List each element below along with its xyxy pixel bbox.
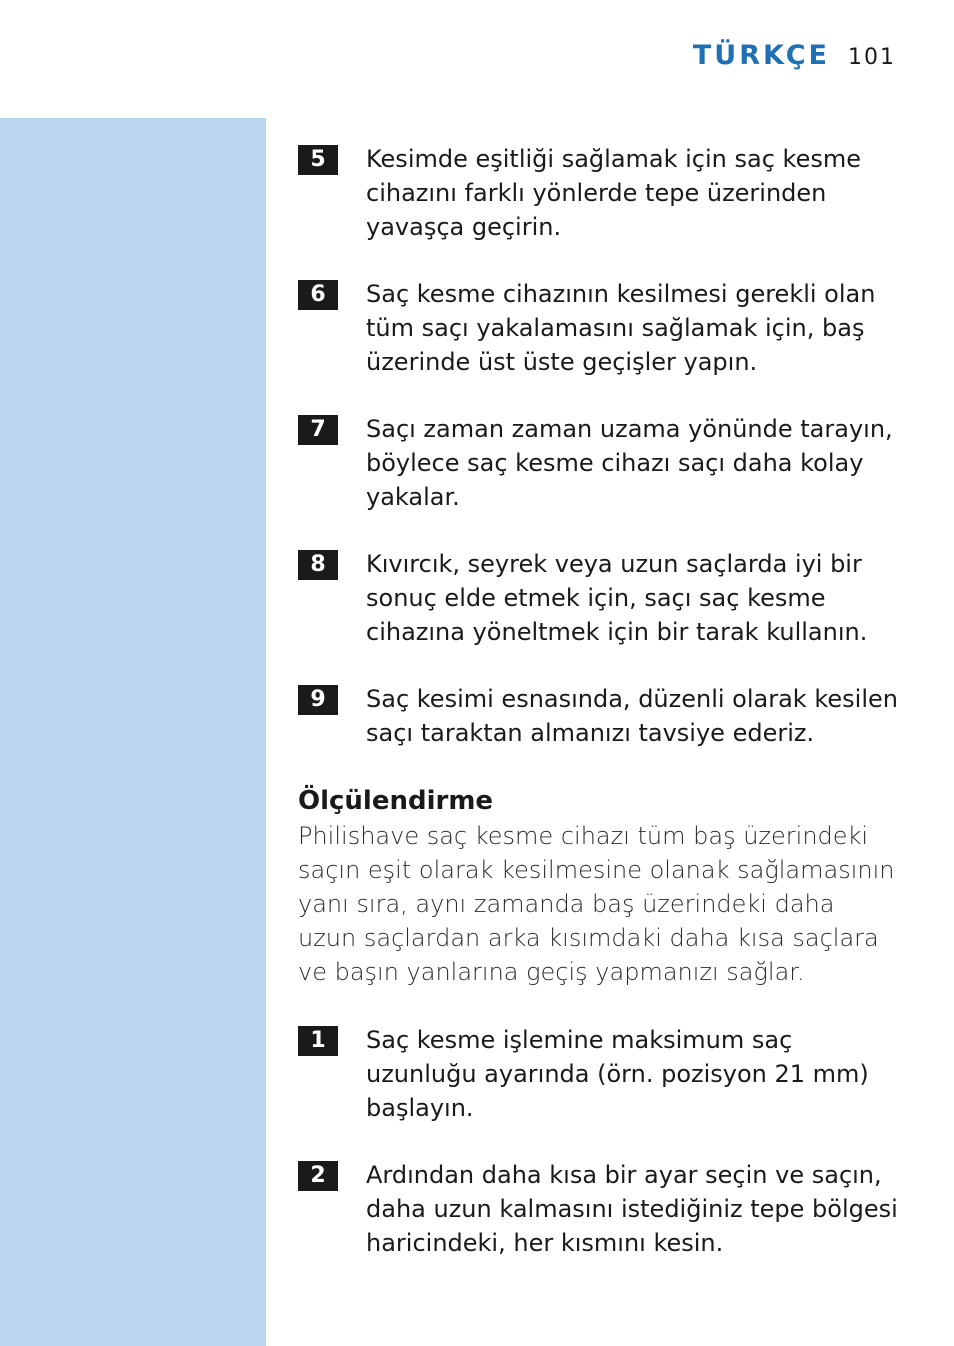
step-6 xyxy=(298,277,908,379)
step-7 xyxy=(298,412,908,514)
step-number: 2 xyxy=(298,1161,338,1191)
step-number: 9 xyxy=(298,685,338,715)
step-text: Kesimde eşitliği sağlamak için saç kesme cihazını farklı yönlerde tepe üzerinden yavaşça geçirin. xyxy=(366,145,861,241)
step-2 xyxy=(298,1158,908,1260)
step-number: 6 xyxy=(298,280,338,310)
step-text: Ardından daha kısa bir ayar seçin ve saçın, daha uzun kalmasını istediğiniz tepe bölgesi haricindeki, her kısmını kesin. xyxy=(366,1161,898,1257)
step-text: Saç kesme işlemine maksimum saç uzunluğu ayarında (örn. pozisyon 21 mm) başlayın. xyxy=(366,1026,869,1122)
main-content xyxy=(298,142,908,1293)
page-number: 101 xyxy=(848,45,896,70)
step-5 xyxy=(298,142,908,244)
section-title: Ölçülendirme xyxy=(298,786,494,816)
step-text: Saçı zaman zaman uzama yönünde tarayın, böylece saç kesme cihazı saçı daha kolay yakalar. xyxy=(366,415,893,511)
step-number: 8 xyxy=(298,550,338,580)
step-8 xyxy=(298,547,908,649)
step-number: 5 xyxy=(298,145,338,175)
side-color-band xyxy=(0,118,266,1346)
step-text: Saç kesme cihazının kesilmesi gerekli olan tüm saçı yakalamasını sağlamak için, baş üzerinde üst üste geçişler yapın. xyxy=(366,280,876,376)
page-header xyxy=(693,40,896,71)
step-text: Kıvırcık, seyrek veya uzun saçlarda iyi bir sonuç elde etmek için, saçı saç kesme cihazına yöneltmek için bir tarak kullanın. xyxy=(366,550,868,646)
step-1 xyxy=(298,1023,908,1125)
step-number: 1 xyxy=(298,1026,338,1056)
language-label: TÜRKÇE xyxy=(692,40,830,71)
step-text: Saç kesimi esnasında, düzenli olarak kesilen saçı taraktan almanızı tavsiye ederiz. xyxy=(366,685,898,747)
section-paragraph: Philishave saç kesme cihazı tüm baş üzerindeki saçın eşit olarak kesilmesine olanak sağlamasının yanı sıra, aynı zamanda baş üzerindeki daha uzun saçlardan arka kısımdaki daha kısa saçlara ve başın yanlarına geçiş yapmanızı sağlar. xyxy=(298,822,895,986)
step-9 xyxy=(298,682,908,750)
step-number: 7 xyxy=(298,415,338,445)
